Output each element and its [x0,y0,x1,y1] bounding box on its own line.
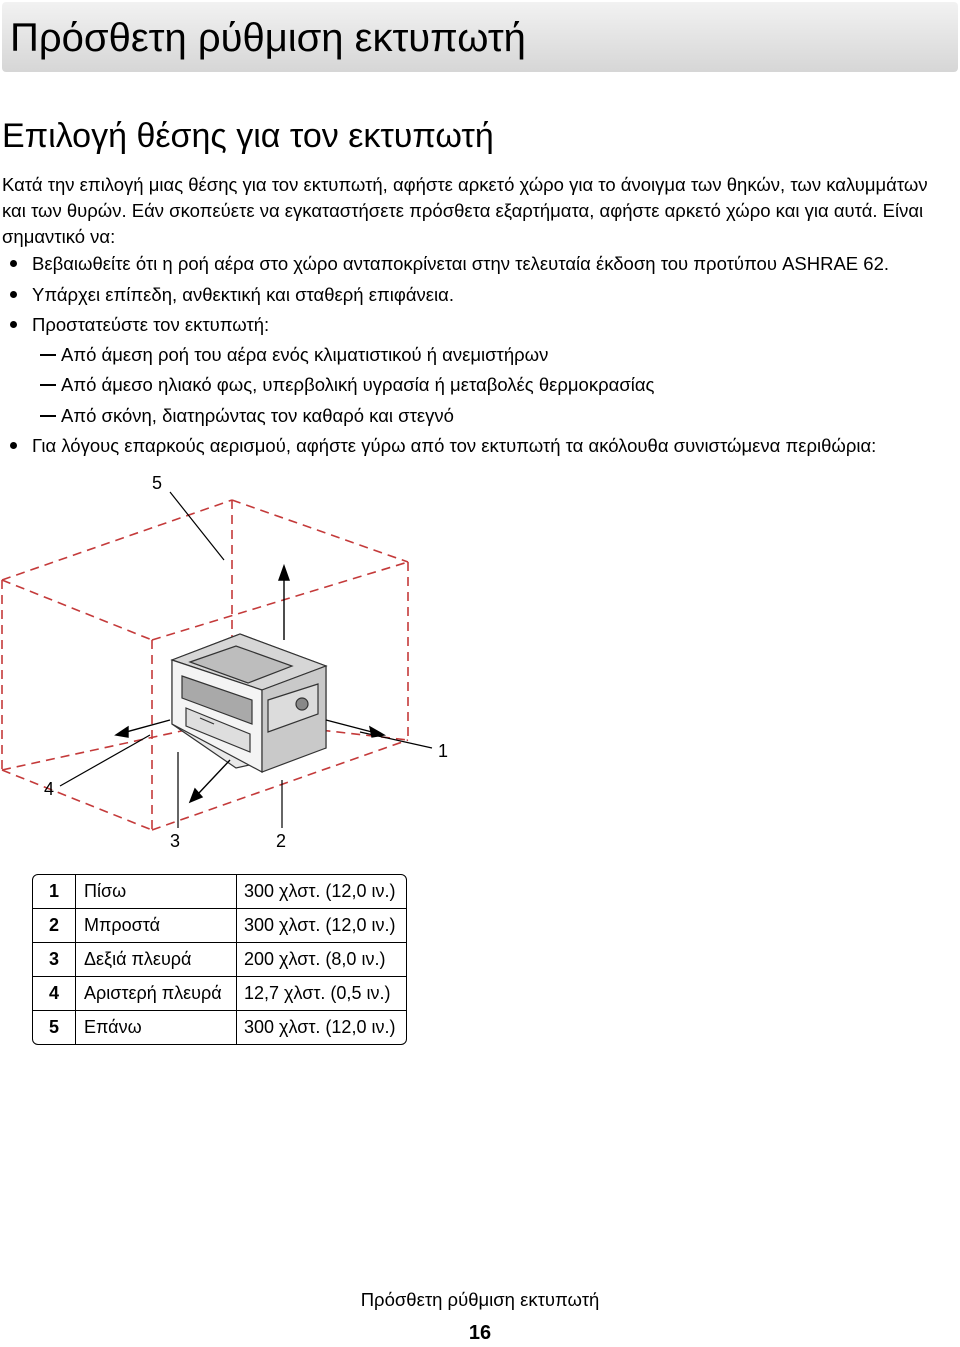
bullet-dot [10,291,17,298]
sub-bullet-text: Από σκόνη, διατηρώντας τον καθαρό και στεγνό [61,405,454,426]
row-number: 2 [33,909,76,943]
callout-1: 1 [438,741,449,761]
bullet-text: Προστατεύστε τον εκτυπωτή: [32,314,270,335]
table-row [33,943,406,977]
row-location: Αριστερή πλευρά [76,977,237,1011]
row-location: Επάνω [76,1011,237,1044]
table-row [33,875,406,909]
bullet-dot [10,260,17,267]
row-number: 1 [33,875,76,909]
row-distance: 300 χλστ. (12,0 ιν.) [237,909,406,943]
callout-3: 3 [170,831,181,851]
page-number: 16 [468,1322,492,1344]
row-number: 3 [33,943,76,977]
section-title: Επιλογή θέσης για τον εκτυπωτή [2,117,494,155]
sub-bullet-text: Από άμεσο ηλιακό φως, υπερβολική υγρασία ή μεταβολές θερμοκρασίας [61,374,655,395]
row-distance: 12,7 χλστ. (0,5 ιν.) [237,977,406,1011]
bullet-text: Για λόγους επαρκούς αερισμού, αφήστε γύρω από τον εκτυπωτή τα ακόλουθα συνιστώμενα περιθώρια: [32,435,877,456]
dash-marker [40,415,56,417]
table-row [33,977,406,1011]
callout-2: 2 [276,831,287,851]
footer-title: Πρόσθετη ρύθμιση εκτυπωτή [360,1289,600,1310]
row-number: 5 [33,1011,76,1044]
row-distance: 200 χλστ. (8,0 ιν.) [237,943,406,977]
callout-5: 5 [152,473,163,493]
bullet-dot [10,442,17,449]
bullet-text: Βεβαιωθείτε ότι η ροή αέρα στο χώρο ανταποκρίνεται στην τελευταία έκδοση του προτύπου ASHRAE 62. [32,253,890,274]
row-distance: 300 χλστ. (12,0 ιν.) [237,875,406,909]
bullet-text: Υπάρχει επίπεδη, ανθεκτική και σταθερή επιφάνεια. [32,284,454,305]
row-location: Μπροστά [76,909,237,943]
printer-illustration [172,634,326,772]
intro-paragraph: Κατά την επιλογή μιας θέσης για τον εκτυπωτή, αφήστε αρκετό χώρο για το άνοιγμα των θηκών, των καλυμμάτων και των θυρών. Εάν σκοπεύετε να εγκαταστήσετε πρόσθετα εξαρτήματα, αφήστε αρκετό χώρο και για αυτά. Είναι σημαντικό να: [2,174,928,247]
callout-4: 4 [44,779,55,799]
bullet-dot [10,321,17,328]
sub-bullet-text: Από άμεση ροή του αέρα ενός κλιματιστικού ή ανεμιστήρων [61,344,549,365]
table-row [33,1011,406,1044]
row-location: Δεξιά πλευρά [76,943,237,977]
clearance-table [32,874,407,1045]
chapter-header-bar [2,2,958,72]
row-location: Πίσω [76,875,237,909]
dash-marker [40,384,56,386]
clearance-diagram [0,460,520,860]
row-number: 4 [33,977,76,1011]
row-distance: 300 χλστ. (12,0 ιν.) [244,1017,396,1037]
dash-marker [40,354,56,356]
chapter-title: Πρόσθετη ρύθμιση εκτυπωτή [10,16,526,60]
table-row [33,909,406,943]
